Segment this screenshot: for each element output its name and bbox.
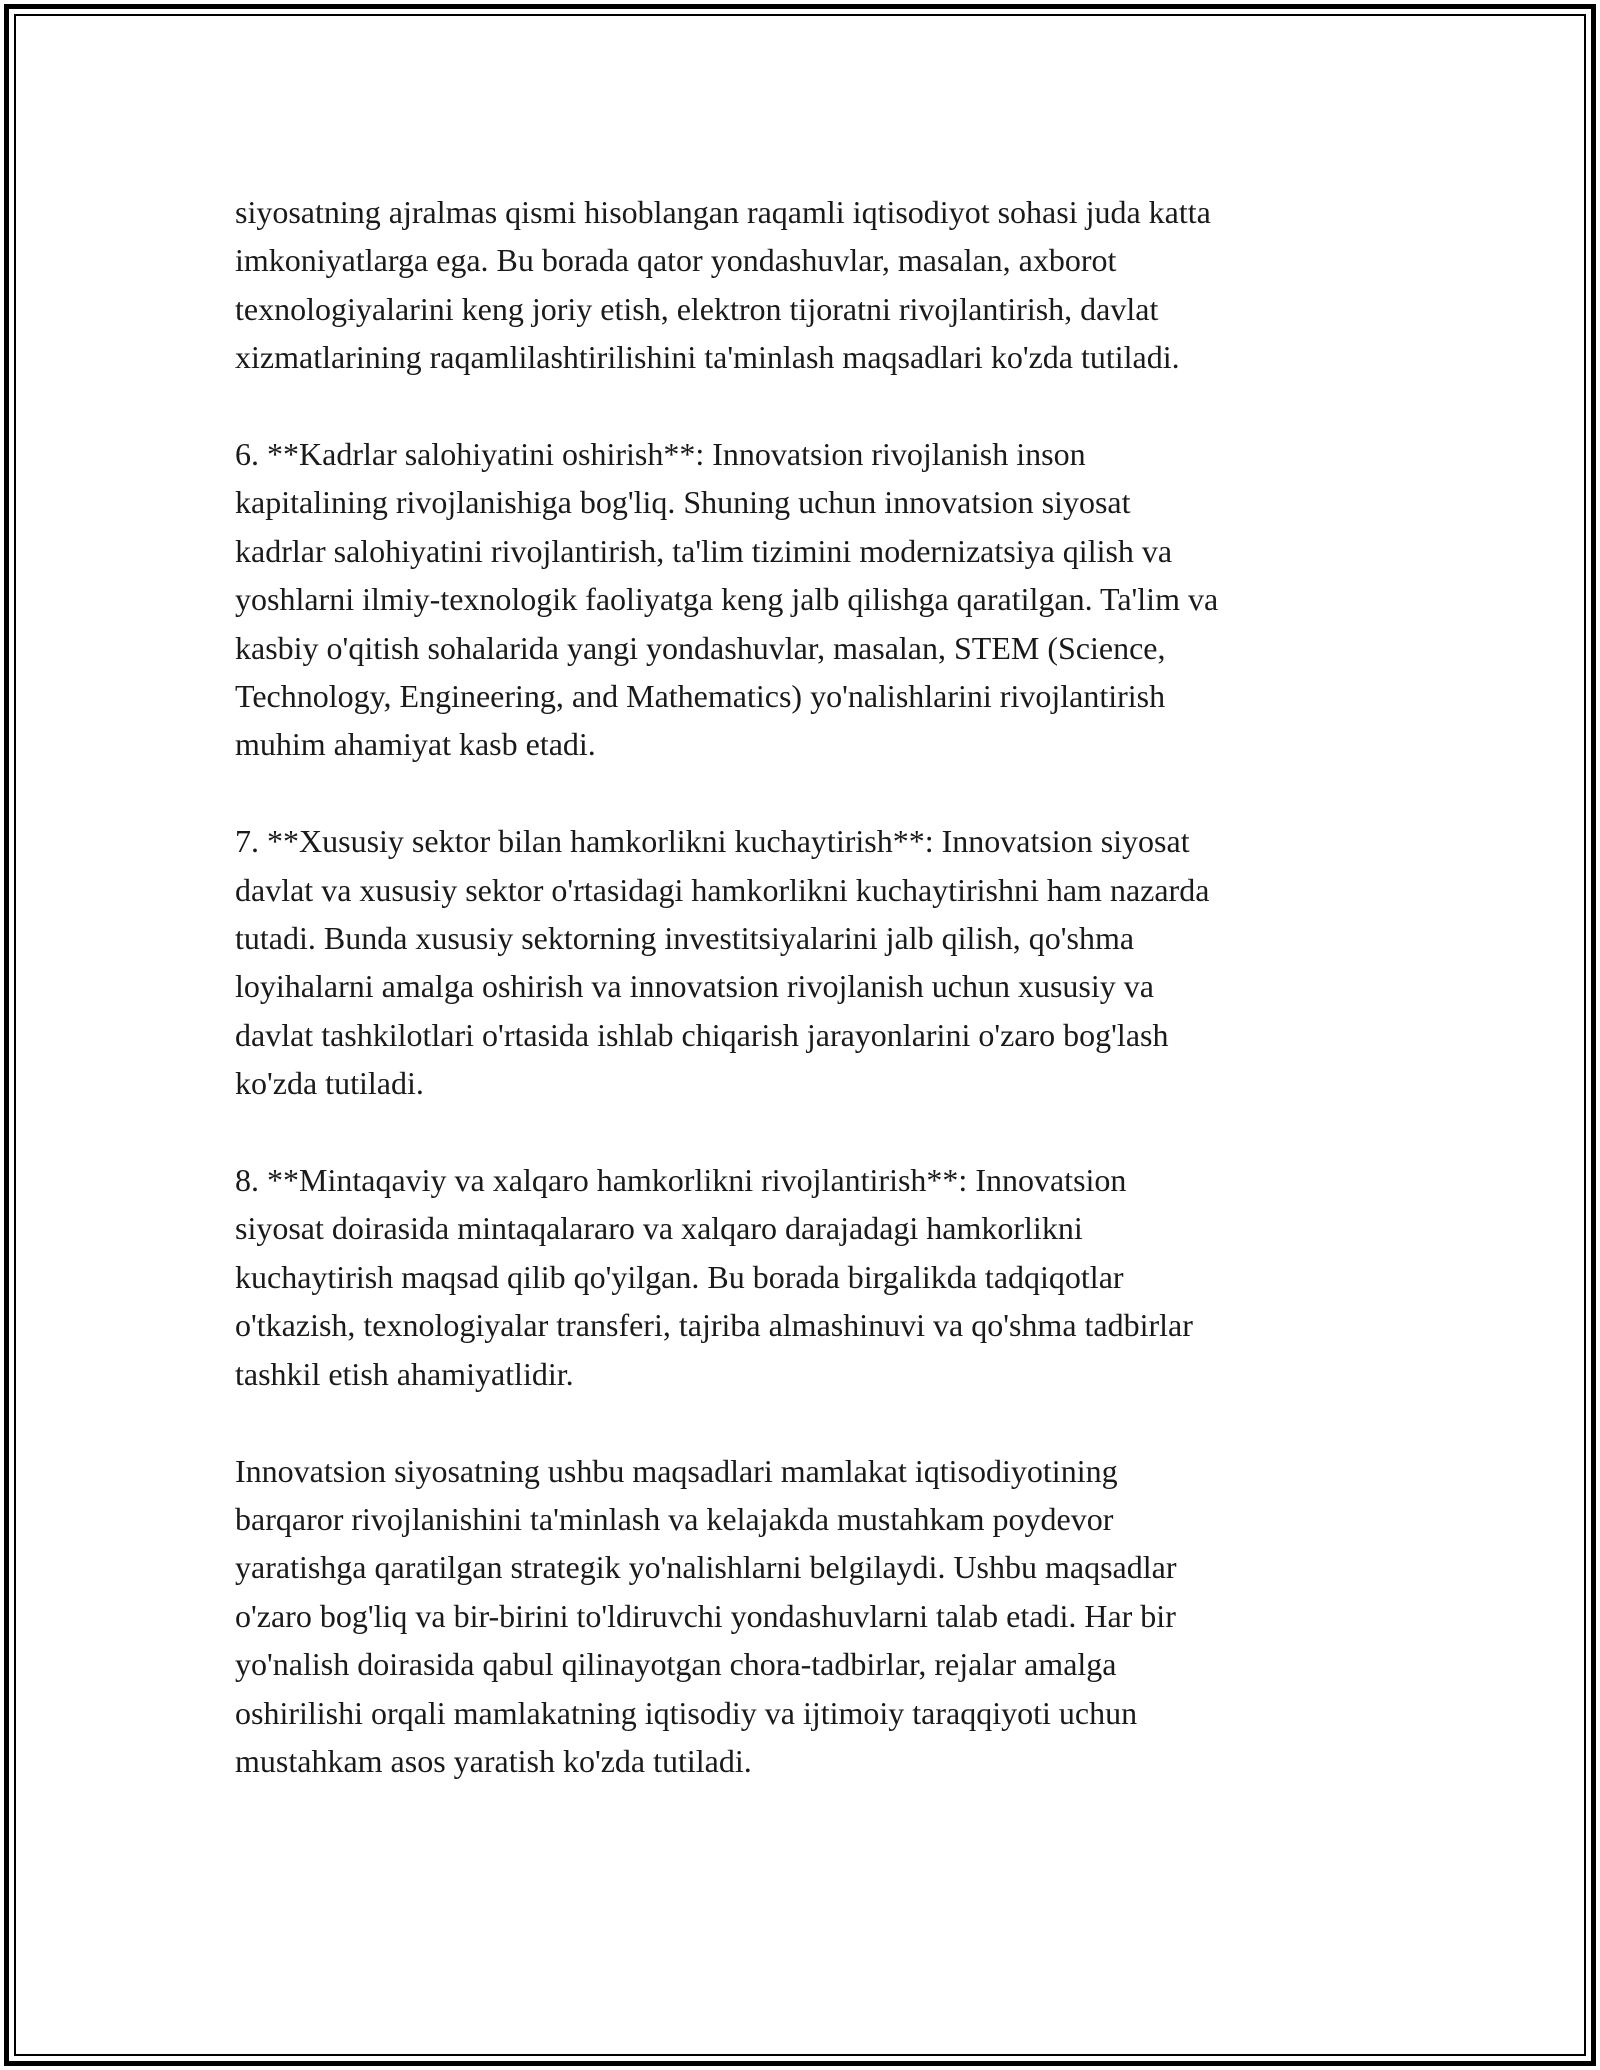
document-body (235, 188, 1380, 1785)
paragraph-item-6-human-capital: 6. **Kadrlar salohiyatini oshirish**: Innovatsion rivojlanish inson kapitalining rivojlanishiga bog'liq. Shuning uchun innovatsion siyosat kadrlar salohiyatini rivojlantirish, ta'lim tizimini modernizatsiya qilish va yoshlarni ilmiy-texnologik faoliyatga keng jalb qilishga qaratilgan. Ta'lim va kasbiy o'qitish sohalarida yangi yondashuvlar, masalan, STEM (Science, Technology, Engineering, and Mathematics) yo'nalishlarini rivojlantirish muhim ahamiyat kasb etadi. (235, 436, 1219, 763)
paragraph-digital-economy: siyosatning ajralmas qismi hisoblangan raqamli iqtisodiyot sohasi juda katta imkoniyatlarga ega. Bu borada qator yondashuvlar, masalan, axborot texnologiyalarini keng joriy etish, elektron tijoratni rivojlantirish, davlat xizmatlarining raqamlilashtirilishini ta'minlash maqsadlari ko'zda tutiladi. (235, 194, 1211, 376)
paragraph-item-8-international-cooperation: 8. **Mintaqaviy va xalqaro hamkorlikni rivojlantirish**: Innovatsion siyosat doirasida mintaqalararo va xalqaro darajadagi hamkorlikni kuchaytirish maqsad qilib qo'yilgan. Bu borada birgalikda tadqiqotlar o'tkazish, texnologiyalar transferi, tajriba almashinuvi va qo'shma tadbirlar tashkil etish ahamiyatlidir. (235, 1162, 1193, 1392)
paragraph-item-7-private-sector: 7. **Xususiy sektor bilan hamkorlikni kuchaytirish**: Innovatsion siyosat davlat va xususiy sektor o'rtasidagi hamkorlikni kuchaytirishni ham nazarda tutadi. Bunda xususiy sektorning investitsiyalarini jalb qilish, qo'shma loyihalarni amalga oshirish va innovatsion rivojlanish uchun xususiy va davlat tashkilotlari o'rtasida ishlab chiqarish jarayonlarini o'zaro bog'lash ko'zda tutiladi. (235, 823, 1210, 1102)
paragraph-conclusion: Innovatsion siyosatning ushbu maqsadlari mamlakat iqtisodiyotining barqaror rivojlanishini ta'minlash va kelajakda mustahkam poydevor yaratishga qaratilgan strategik yo'nalishlarni belgilaydi. Ushbu maqsadlar o'zaro bog'liq va bir-birini to'ldiruvchi yondashuvlarni talab etadi. Har bir yo'nalish doirasida qabul qilinayotgan chora-tadbirlar, rejalar amalga oshirilishi orqali mamlakatning iqtisodiy va ijtimoiy taraqqiyoti uchun mustahkam asos yaratish ko'zda tutiladi. (235, 1452, 1177, 1779)
